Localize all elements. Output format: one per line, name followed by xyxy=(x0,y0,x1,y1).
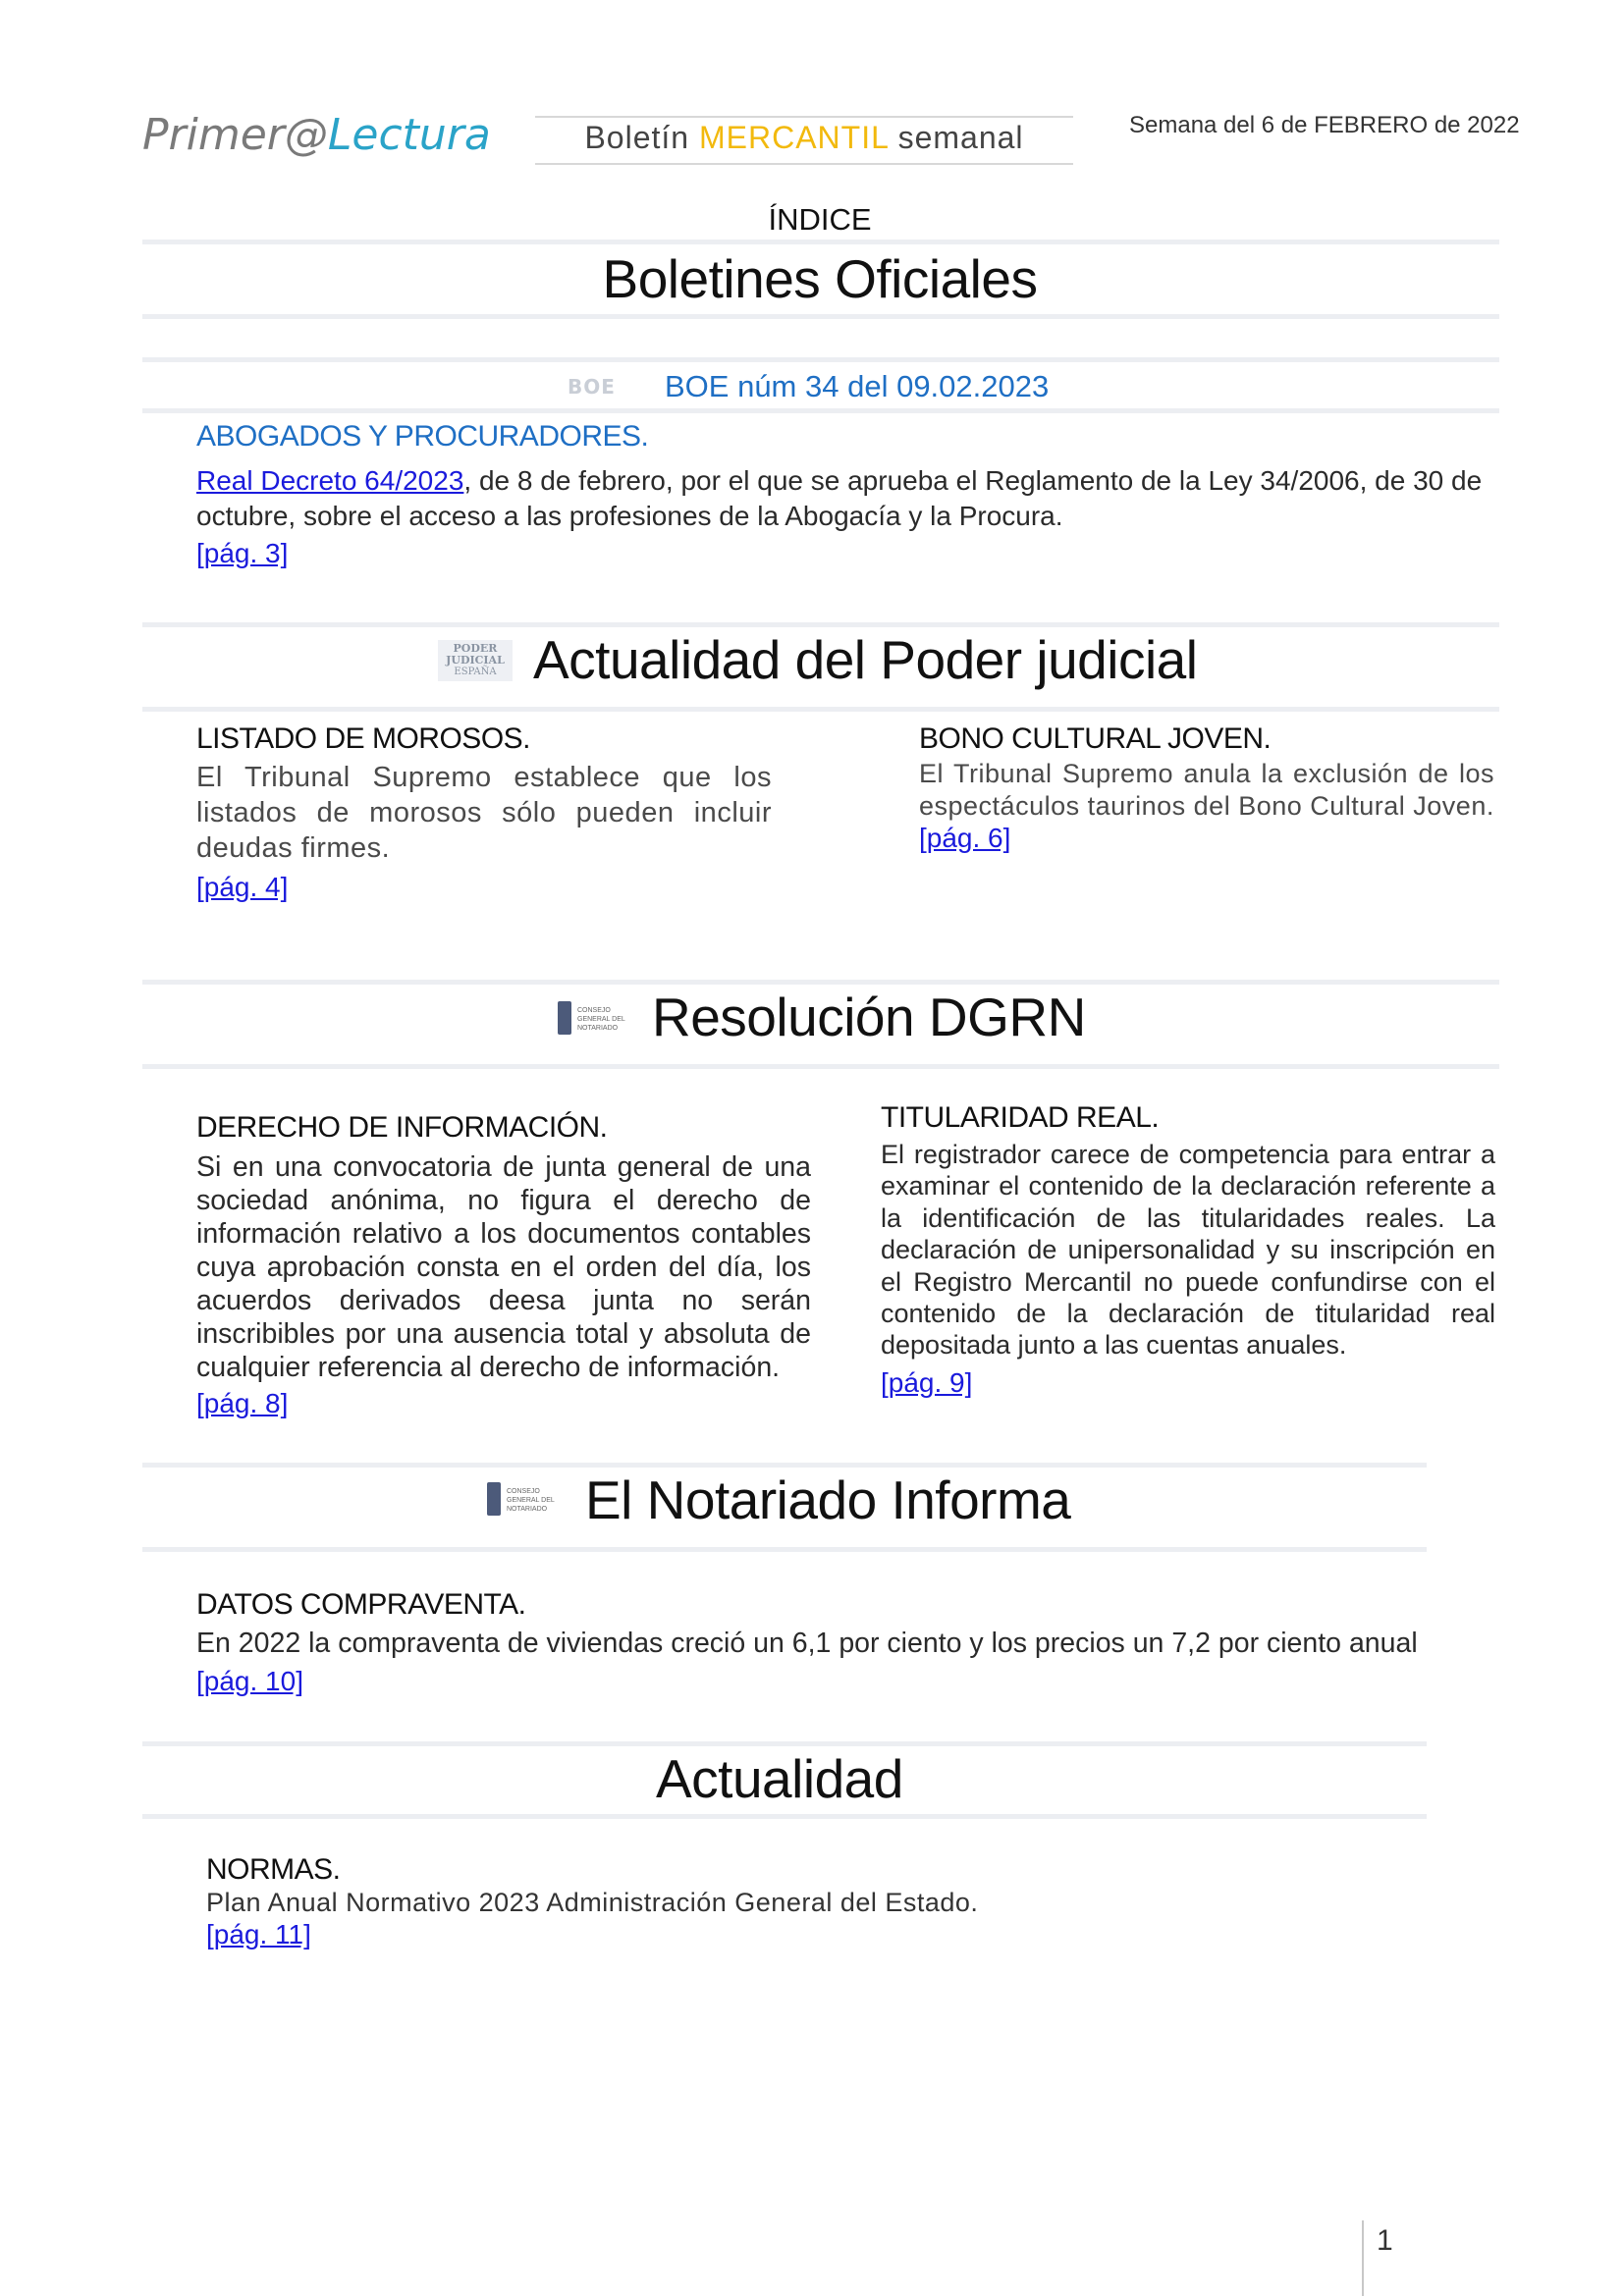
item-text-abogados xyxy=(196,463,1496,534)
item-derecho-informacion xyxy=(196,1111,811,1419)
item-text: Plan Anual Normativo 2023 Administración General del Estado. xyxy=(206,1888,979,1917)
page-ref-link[interactable]: [pág. 9] xyxy=(881,1366,973,1398)
page-ref-link[interactable]: [pág. 6] xyxy=(919,823,1011,853)
item-datos-compraventa xyxy=(196,1588,1473,1697)
divider xyxy=(142,1547,1427,1552)
item-bono-cultural xyxy=(919,722,1494,854)
page-number-rule xyxy=(1362,2220,1364,2296)
logo-line1: PODER xyxy=(453,642,498,655)
bulletin-title xyxy=(535,120,1073,156)
brand-logo-part2: Lectura xyxy=(327,110,491,160)
item-title: LISTADO DE MOROSOS. xyxy=(196,722,530,755)
item-text: Si en una convocatoria de junta general de una sociedad anónima, no figura el derecho de información relativo a los documentos contables cuya aprobación consta en el orden del día, los acuerdos derivados deesa junta no serán inscribibles por una ausencia total y absoluta de cualquier referencia al derecho de información. xyxy=(196,1151,811,1383)
divider xyxy=(142,707,1499,712)
bulletin-highlight: MERCANTIL xyxy=(698,120,889,155)
divider xyxy=(142,314,1499,319)
section-title-actualidad: Actualidad xyxy=(656,1748,903,1809)
item-title: NORMAS. xyxy=(206,1853,341,1886)
notariado-logo-text: CONSEJO GENERAL DEL NOTARIADO xyxy=(577,1007,625,1032)
item-text: El Tribunal Supremo establece que los listados de morosos sólo pueden incluir deudas firmes. xyxy=(196,762,772,864)
page-ref-link[interactable]: [pág. 10] xyxy=(196,1666,303,1696)
real-decreto-link[interactable]: Real Decreto 64/2023 xyxy=(196,465,464,496)
poder-judicial-logo xyxy=(438,640,513,681)
week-label: Semana del 6 de FEBRERO de 2022 xyxy=(1129,112,1520,138)
item-text: El Tribunal Supremo anula la exclusión de los espectáculos taurinos del Bono Cultural Joven. xyxy=(919,759,1494,821)
divider xyxy=(142,1064,1499,1069)
section-title-dgrn: Resolución DGRN xyxy=(652,987,1086,1047)
divider xyxy=(142,1814,1427,1819)
item-text-abogados-body: , de 8 de febrero, por el que se aprueba el Reglamento de la Ley 34/2006, de 30 de octubre, sobre el acceso a las profesiones de la Abogacía y la Procura. xyxy=(196,465,1483,531)
boe-heading: BOE núm 34 del 09.02.2023 xyxy=(665,369,1050,403)
page-ref-link[interactable]: [pág. 8] xyxy=(196,1388,289,1418)
item-text: El registrador carece de competencia para entrar a examinar el contenido de la declaración referente a la identificación de las titularidades reales. La declaración de unipersonalidad y su inscripción en el Registro Mercantil no puede confundirse con el contenido de la declaración de titularidad real depositada junto a las cuentas anuales. xyxy=(881,1140,1495,1361)
section-title-boletines: Boletines Oficiales xyxy=(602,248,1038,309)
bulletin-pre: Boletín xyxy=(584,120,699,155)
notariado-logo xyxy=(487,1482,569,1516)
page-ref-link[interactable]: [pág. 4] xyxy=(196,872,289,902)
page-ref-link[interactable]: [pág. 11] xyxy=(206,1919,311,1949)
notariado-emblem xyxy=(487,1482,501,1516)
divider xyxy=(142,980,1499,985)
divider xyxy=(142,240,1499,244)
logo-line2: JUDICIAL xyxy=(446,654,505,667)
divider xyxy=(142,1463,1427,1468)
divider xyxy=(142,622,1499,627)
notariado-logo-text: CONSEJO GENERAL DEL NOTARIADO xyxy=(507,1488,555,1513)
item-normas xyxy=(206,1853,1384,1950)
divider xyxy=(142,1741,1427,1746)
section-title-poder-judicial: Actualidad del Poder judicial xyxy=(533,629,1198,690)
divider xyxy=(142,408,1499,413)
header-box-top-rule xyxy=(535,116,1073,118)
item-titularidad-real xyxy=(881,1101,1495,1399)
notariado-logo xyxy=(558,1001,640,1035)
brand-logo xyxy=(142,110,491,160)
item-title: DERECHO DE INFORMACIÓN. xyxy=(196,1111,608,1144)
logo-line3: ESPAÑA xyxy=(454,667,497,677)
item-title: TITULARIDAD REAL. xyxy=(881,1101,1160,1134)
item-title: BONO CULTURAL JOVEN. xyxy=(919,722,1272,755)
index-label: ÍNDICE xyxy=(768,202,872,237)
brand-logo-part1: Primer@ xyxy=(142,110,328,160)
header-box-bottom-rule xyxy=(535,163,1073,165)
bulletin-post: semanal xyxy=(888,120,1024,155)
page-number: 1 xyxy=(1377,2224,1393,2257)
notariado-emblem xyxy=(558,1001,571,1035)
divider xyxy=(142,357,1499,362)
item-text: En 2022 la compraventa de viviendas creció un 6,1 por ciento y los precios un 7,2 por ciento anual xyxy=(196,1628,1418,1659)
page-ref-link[interactable]: [pág. 3] xyxy=(196,538,289,568)
boe-logo: BOE xyxy=(568,375,616,399)
item-title: DATOS COMPRAVENTA. xyxy=(196,1588,526,1621)
item-morosos xyxy=(196,722,772,903)
item-title-abogados: ABOGADOS Y PROCURADORES. xyxy=(196,420,649,453)
section-title-notariado: El Notariado Informa xyxy=(585,1469,1071,1530)
